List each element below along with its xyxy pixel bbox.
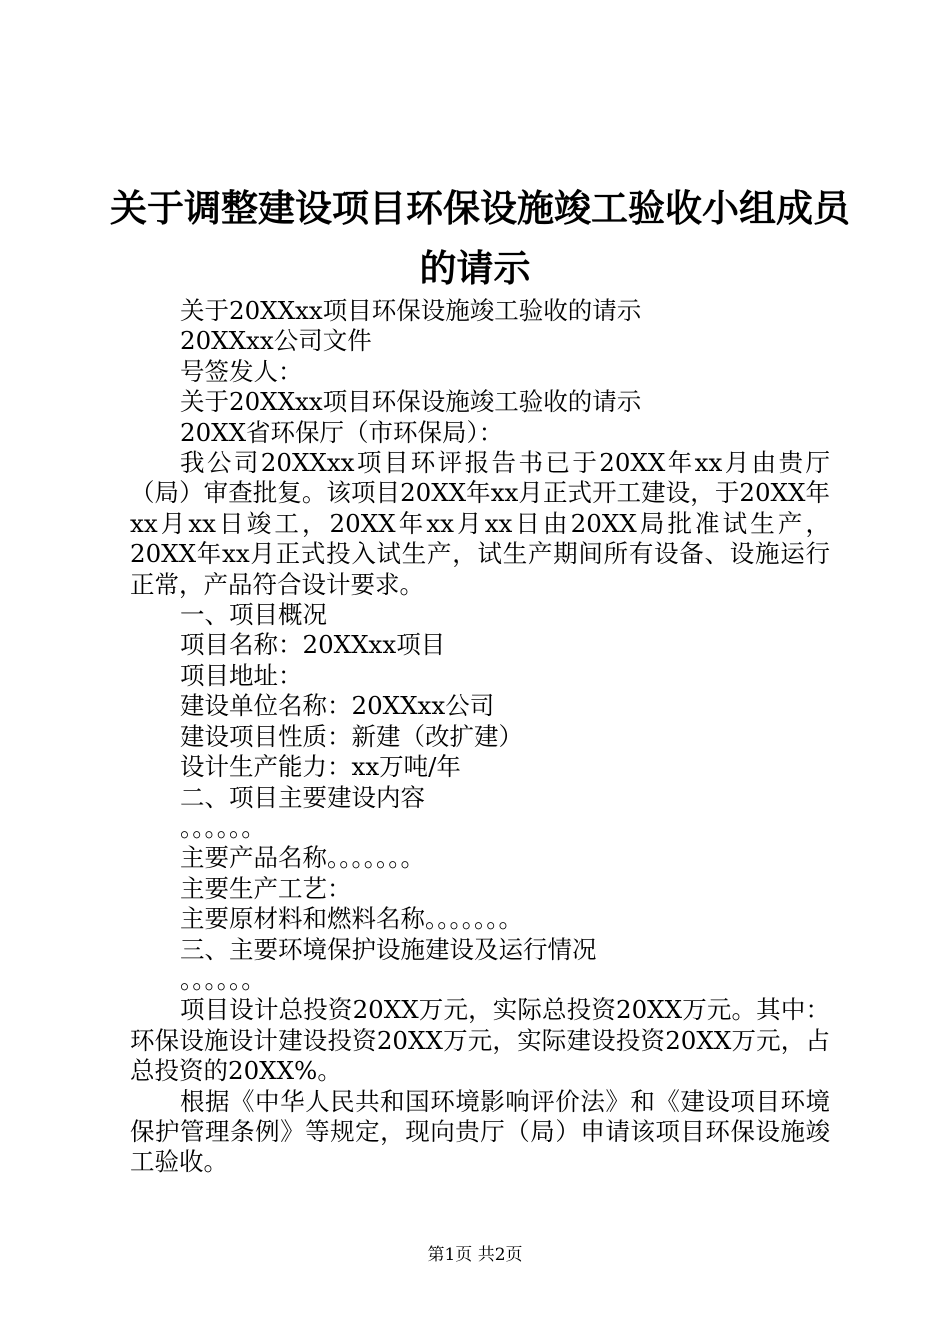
section-1-heading: 一、项目概况 [180,600,327,630]
document-number-line: 20XXxx公司文件 [180,326,372,356]
product-name-item: 主要产品名称。。。。。。。 [180,843,425,873]
capacity-item: 设计生产能力：xx万吨/年 [180,752,461,782]
subject-repeat-line: 关于20XXxx项目环保设施竣工验收的请示 [180,387,642,417]
request-paragraph: 根据《中华人民共和国环境影响评价法》和《建设项目环境保护管理条例》等规定，现向贵厅（局）申请该项目环保设施竣工验收。 [130,1086,830,1177]
project-nature-item: 建设项目性质：新建（改扩建） [180,721,523,751]
project-name-item: 项目名称：20XXxx项目 [180,630,446,660]
document-title-line-2: 的请示 [419,247,531,290]
signer-line: 号签发人： [180,356,303,386]
recipient-line: 20XX省环保厅（市环保局）： [180,417,504,447]
section-3-heading: 三、主要环境保护设施建设及运行情况 [180,934,597,964]
builder-name-item: 建设单位名称：20XXxx公司 [180,691,495,721]
investment-paragraph: 项目设计总投资20XX万元，实际总投资20XX万元。其中：环保设施设计建设投资20XX万元，实际建设投资20XX万元，占总投资的20XX%。 [130,995,830,1086]
subject-line: 关于20XXxx项目环保设施竣工验收的请示 [180,296,642,325]
intro-paragraph: 我公司20XXxx项目环评报告书已于20XX年xx月由贵厅（局）审查批复。该项目20XX年xx月正式开工建设，于20XX年xx月xx日竣工，20XX年xx月xx日由20XX局批准试生产，20XX年xx月正式投入试生产，试生产期间所有设备、设施运行正常，产品符合设计要求。 [130,448,830,599]
document-title-line-1: 关于调整建设项目环保设施竣工验收小组成员 [110,187,850,230]
page-number-footer: 第1页 共2页 [427,1245,523,1265]
project-address-item: 项目地址： [180,660,303,690]
section-2-dots: 。。。。。。 [180,812,266,842]
section-3-dots: 。。。。。。 [180,964,266,994]
section-2-heading: 二、项目主要建设内容 [180,782,425,812]
document-body [130,296,830,1178]
materials-item: 主要原材料和燃料名称。。。。。。。 [180,904,523,934]
process-item: 主要生产工艺： [180,873,352,903]
